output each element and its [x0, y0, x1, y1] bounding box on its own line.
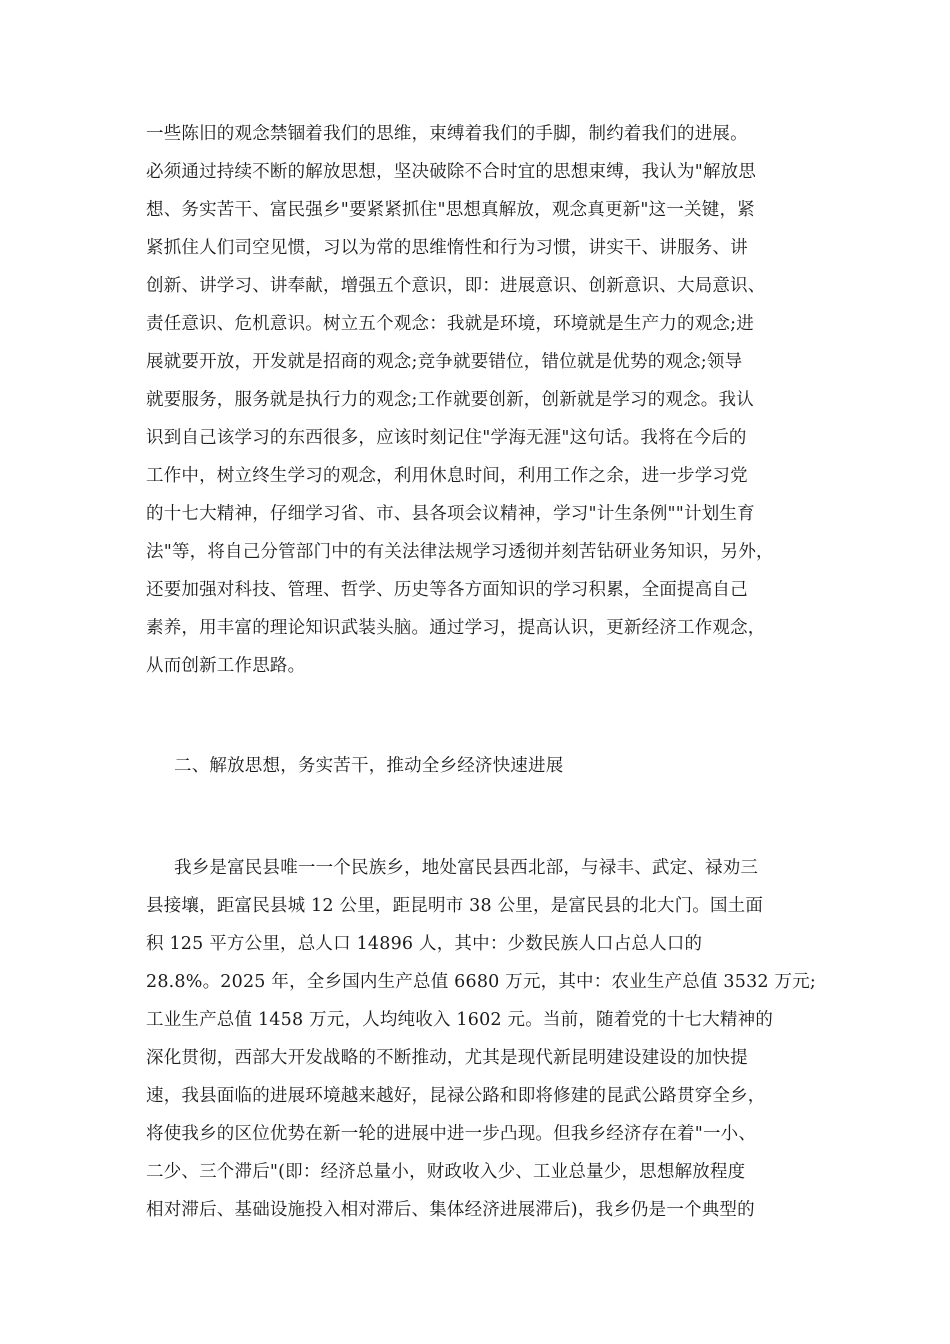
text-line: 县接壤，距富民县城 12 公里，距昆明市 38 公里，是富民县的北大门。国土面	[146, 896, 764, 916]
text-line: 从而创新工作思路。	[146, 656, 306, 676]
text-line: 创新、讲学习、讲奉献，增强五个意识，即：进展意识、创新意识、大局意识、	[146, 276, 766, 296]
text-line: 展就要开放，开发就是招商的观念;竞争就要错位，错位就是优势的观念;领导	[146, 352, 743, 372]
text-line: 工业生产总值 1458 万元，人均纯收入 1602 元。当前，随着党的十七大精神的	[146, 1010, 774, 1030]
text-line: 一些陈旧的观念禁锢着我们的思维，束缚着我们的手脚，制约着我们的进展。	[146, 124, 748, 144]
text-line: 我乡是富民县唯一一个民族乡，地处富民县西北部，与禄丰、武定、禄劝三	[174, 858, 759, 878]
text-line: 二少、三个滞后"(即：经济总量小，财政收入少、工业总量少，思想解放程度	[146, 1162, 746, 1182]
text-line: 还要加强对科技、管理、哲学、历史等各方面知识的学习积累，全面提高自己	[146, 580, 748, 600]
text-line: 相对滞后、基础设施投入相对滞后、集体经济进展滞后)，我乡仍是一个典型的	[146, 1200, 755, 1220]
text-line: 的十七大精神，仔细学习省、市、县各项会议精神，学习"计生条例""计划生育	[146, 504, 755, 524]
text-line: 将使我乡的区位优势在新一轮的进展中进一步凸现。但我乡经济存在着"一小、	[146, 1124, 757, 1144]
text-line: 工作中，树立终生学习的观念，利用休息时间，利用工作之余，进一步学习党	[146, 466, 748, 486]
text-line: 就要服务，服务就是执行力的观念;工作就要创新，创新就是学习的观念。我认	[146, 390, 754, 410]
text-line: 识到自己该学习的东西很多，应该时刻记住"学海无涯"这句话。我将在今后的	[146, 428, 747, 448]
text-line: 深化贯彻，西部大开发战略的不断推动，尤其是现代新昆明建设建设的加快提	[146, 1048, 748, 1068]
text-line: 28.8%。2025 年，全乡国内生产总值 6680 万元，其中：农业生产总值 3532 万元;	[146, 972, 817, 992]
text-line: 想、务实苦干、富民强乡"要紧紧抓住"思想真解放，观念真更新"这一关键，紧	[146, 200, 755, 220]
text-line: 必须通过持续不断的解放思想，坚决破除不合时宜的思想束缚，我认为"解放思	[146, 162, 757, 182]
text-line: 积 125 平方公里，总人口 14896 人，其中：少数民族人口占总人口的	[146, 934, 703, 954]
text-line: 责任意识、危机意识。树立五个观念：我就是环境，环境就是生产力的观念;进	[146, 314, 754, 334]
text-line: 紧抓住人们司空见惯，习以为常的思维惰性和行为习惯，讲实干、讲服务、讲	[146, 238, 748, 258]
text-line: 速，我县面临的进展环境越来越好，昆禄公路和即将修建的昆武公路贯穿全乡，	[146, 1086, 766, 1106]
text-line: 素养，用丰富的理论知识武装头脑。通过学习，提高认识，更新经济工作观念，	[146, 618, 766, 638]
text-line: 法"等，将自己分管部门中的有关法律法规学习透彻并刻苦钻研业务知识，另外，	[146, 542, 774, 562]
section-heading: 二、解放思想，务实苦干，推动全乡经济快速进展	[174, 756, 564, 776]
